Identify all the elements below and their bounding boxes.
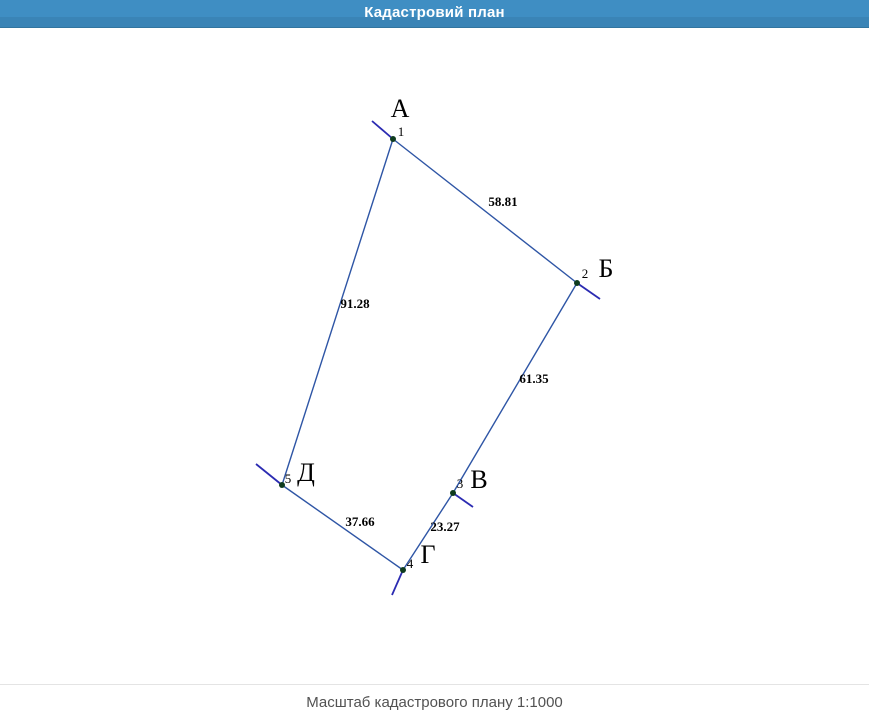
edge-length-label-2-3: 61.35 — [519, 371, 549, 386]
vertex-name-3: В — [470, 465, 488, 494]
title-bar — [0, 0, 869, 28]
vertex-number-5: 5 — [284, 471, 292, 486]
scale-label: Масштаб кадастрового плану 1:1000 — [306, 694, 563, 711]
edge-length-label-1-2: 58.81 — [488, 194, 518, 209]
status-bar — [0, 684, 869, 721]
boundary-edge-1-2 — [393, 139, 577, 283]
vertex-point-2 — [574, 280, 580, 286]
edge-length-label-3-4: 23.27 — [430, 519, 460, 534]
edge-length-label-4-5: 37.66 — [345, 514, 375, 529]
vertex-number-3: 3 — [456, 476, 464, 491]
boundary-edge-4-5 — [282, 485, 403, 570]
vertex-number-2: 2 — [581, 266, 589, 281]
vertex-name-5: Д — [297, 458, 315, 487]
vertex-point-1 — [390, 136, 396, 142]
vertex-point-4 — [400, 567, 406, 573]
vertex-name-1: А — [390, 94, 410, 123]
boundary-edge-2-3 — [453, 283, 577, 493]
vertex-number-1: 1 — [397, 124, 405, 139]
corner-tick-4 — [392, 570, 403, 595]
edge-length-label-5-1: 91.28 — [340, 296, 370, 311]
boundary-edge-5-1 — [282, 139, 393, 485]
vertex-point-3 — [450, 490, 456, 496]
corner-tick-2 — [577, 283, 600, 299]
page-title: Кадастровий план — [364, 4, 505, 21]
corner-tick-3 — [453, 493, 473, 507]
corner-tick-5 — [256, 464, 282, 485]
vertex-number-4: 4 — [406, 556, 414, 571]
corner-tick-1 — [372, 121, 393, 139]
vertex-name-2: Б — [598, 254, 614, 283]
vertex-name-4: Г — [420, 540, 436, 569]
